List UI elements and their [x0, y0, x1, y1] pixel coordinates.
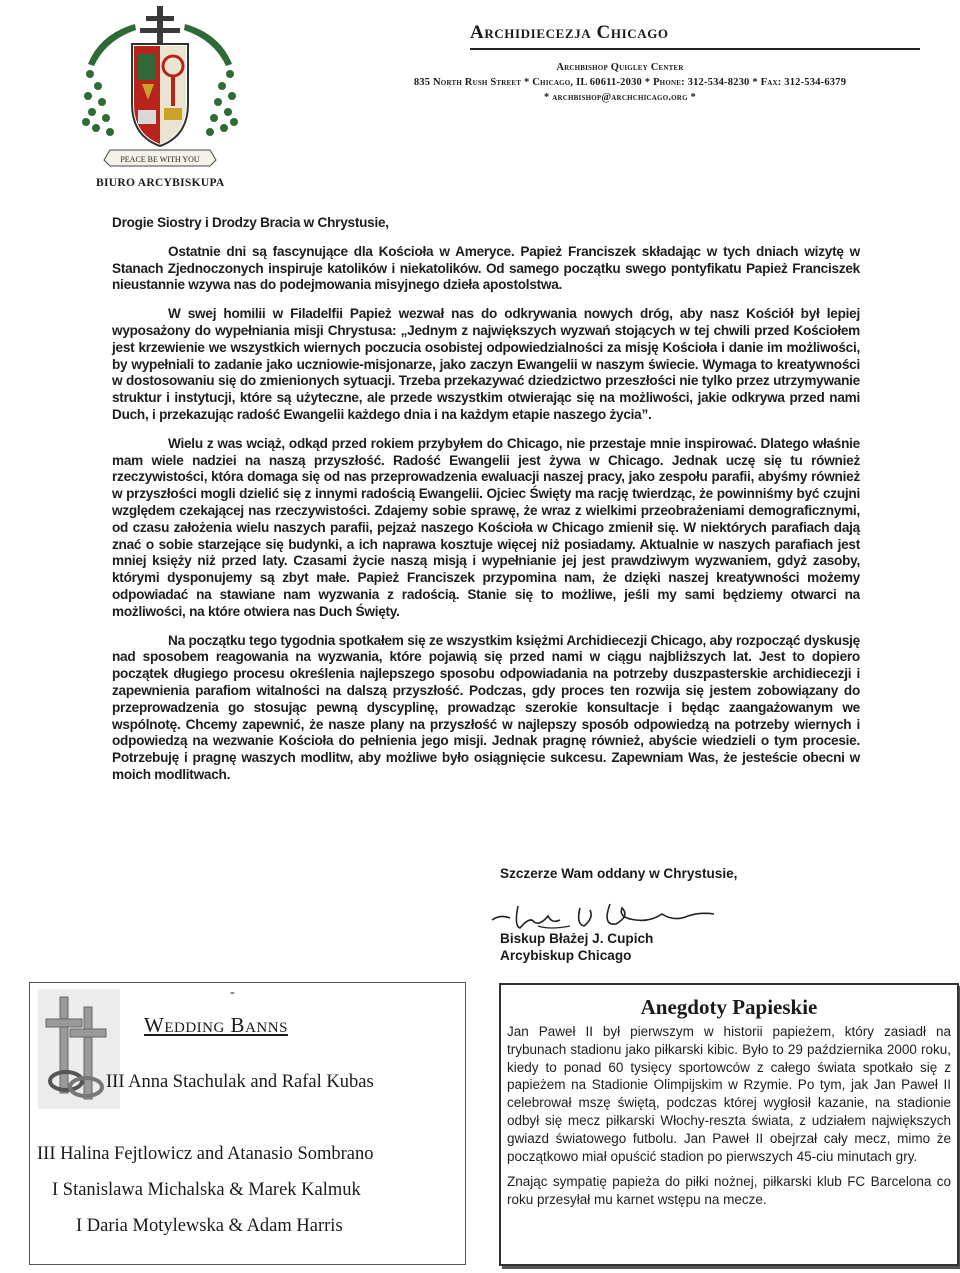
anecdote-paragraph: Jan Paweł II był pierwszym w historii papieżem, który zasiadł na trybunach stadionu jako piłkarski kibic. Było to 29 października 2000 roku, kiedy to ponad 60 tysięcy sportowców z całego świata spotkało się z papieżem na Stadionie Olimpijskim w Rzymie. Po tym, jak Jan Paweł II celebrował mszę świętą, podczas której wygłosił kazanie, na stadionie odbył się mecz piłkarski Włochy-reszta świata, z udziałem największych gwiazd światowego futbolu. Jan Paweł II obejrzał cały mecz, mimo że początkowo miał opuścić stadion po pierwszych 45-ciu minutach gry.	[507, 1024, 951, 1164]
wedding-banns-box	[29, 982, 466, 1265]
handwritten-signature-icon	[490, 896, 720, 932]
letter-paragraph: Wielu z was wciąż, odkąd przed rokiem przybyłem do Chicago, nie przestaje mnie inspirować. Dlatego właśnie mam wiele nadziei na naszą przyszłość. Radość Ewangelii jest żywa w Chicago. Jednak uczę się tu również rzeczywistości, która domaga się od nas przeprowadzenia ewaluacji naszej pracy, jako zespołu parafii, abyśmy również w przyszłości mogli dzielić się z innymi radością Ewangelii. Ojciec Święty ma rację twierdząc, że powinniśmy być czujni względem czekającej nas rzeczywistości. Zdajemy sobie sprawę, że wraz z wielkimi przeobrażeniami demograficznymi, od czasu założenia wielu naszych parafii, pejzaż naszego Kościoła w Chicago zmienił się. W niektórych parafiach dają znać o sobie starzejące się budynki, a ich naprawa kosztuje więcej niż posiadamy. Aktualnie w naszych parafiach jest mniej księży niż przed laty. Czasami życie naszą misją i wypełnianie jej jest prawdziwym wyzwaniem, gdyż zasoby, którymi dysponujemy są zbyt małe. Papież Franciszek przypomina nam, że dzięki naszej kreatywności możemy odpowiadać na stawiane nam wyzwania z radością. Stanie się to możliwe, jeśli my sami będziemy otwarci na możliwości, na które otwiera nas Duch Święty.	[112, 435, 860, 619]
letter-paragraph: W swej homilii w Filadelfii Papież wezwał nas do odkrywania nowych dróg, aby nasz Kościół był lepiej wyposażony do wypełniania misji Chrystusa: „Jednym z największych wyzwań stojących w tej chwili przed Kościołem jest krzewienie we wszystkich wiernych poczucia osobistej odpowiedzialności za misję Kościoła i danie im możliwości, by wypełniali to zadanie jako uczniowie-misjonarze, jako zaczyn Ewangelii w naszym świecie. Wymaga to kreatywności w dostosowaniu się do zmienionych sytuacji. Trzeba przekazywać dziedzictwo przeszłości nie tylko przez utrzymywanie struktur i instytucji, które są użyteczne, ale przede wszystkim otwierając się na możliwości, jakie odkrywa przed nami Duch, i przekazując radość Ewangelii każdego dnia i na każdym etapie naszego życia”.	[112, 306, 860, 422]
anecdote-paragraph: Znając sympatię papieża do piłki nożnej, piłkarski klub FC Barcelona co roku przesyłał mu karnet wstępu na mecze.	[507, 1174, 951, 1208]
crest-motto: PEACE BE WITH YOU	[120, 155, 200, 164]
banns-couple: III Anna Stachulak and Rafal Kubas	[106, 1072, 374, 1092]
signer-title: Arcybiskup Chicago	[500, 948, 632, 963]
signer-name: Biskup Błażej J. Cupich	[500, 931, 654, 946]
organization-name: Archidiecezja Chicago	[470, 22, 669, 43]
letter-body	[112, 215, 860, 796]
banns-title: Wedding Banns	[144, 1013, 288, 1037]
office-label: BIURO ARCYBISKUPA	[96, 177, 225, 189]
right-tassels-icon	[184, 24, 238, 136]
letterhead-rule	[470, 48, 920, 50]
left-tassels-icon	[82, 24, 136, 136]
letter-paragraph: Ostatnie dni są fascynujące dla Kościoła w Ameryce. Papież Franciszek składając w tych dniach wizytę w Stanach Zjednoczonych inspiruje katolików i niekatolików. Od samego początku swego pontyfikatu Papież Franciszek nieustannie wzywa nas do podejmowania misyjnego dzieła apostolstwa.	[112, 243, 860, 293]
archdiocese-coat-of-arms	[80, 4, 240, 179]
motto-scroll	[104, 150, 216, 166]
shield-icon	[132, 44, 188, 146]
letter-closing: Szczerze Wam oddany w Chrystusie,	[500, 866, 738, 881]
center-name: Archbishop Quigley Center	[556, 62, 684, 73]
papal-anecdotes-box	[499, 983, 959, 1266]
anecdotes-title: Anegdoty Papieskie	[640, 995, 818, 1019]
letter-salutation: Drogie Siostry i Drodzy Bracia w Chrystusie,	[112, 215, 389, 230]
banns-couple: I Daria Motylewska & Adam Harris	[76, 1216, 343, 1236]
letter-paragraph: Na początku tego tygodnia spotkałem się ze wszystkim księżmi Archidiecezji Chicago, aby rozpocząć dyskusję nad sposobem reagowania na wyzwania, które pojawią się przed nami w ciągu najbliższych lat. Jest to dopiero początek długiego procesu określenia najlepszego sposobu odpowiadania na potrzeby duszpasterskie archidiecezji i zapewnienia parafiom witalności na dalszą przyszłość. Podczas, gdy proces ten rozwija się jestem zobowiązany do przeprowadzenia go stosując pewną dyscyplinę, prowadząc szerokie konsultacje i będąc zaangażowanym we wspólnotę. Chcemy zapewnić, że nasze plany na przyszłość w najlepszy sposób odpowiedzą na potrzeby wiernych i odpowiedzą na wezwanie Kościoła do pełnienia jego misji. Jednak pragnę również, abyście wiedzieli o tym procesie. Potrzebuję i pragnę waszych modlitw, aby możliwe było osiągnięcie sukcesu. Zapewniam Was, że jesteście obecni w moich modlitwach.	[112, 632, 860, 782]
banns-couple: III Halina Fejtlowicz and Atanasio Sombrano	[37, 1144, 374, 1164]
email-address[interactable]: * archbishop@archchicago.org *	[544, 92, 696, 103]
signer-block	[500, 930, 653, 964]
address-phone-fax: 835 North Rush Street * Chicago, IL 60611-2030 * Phone: 312-534-8230 * Fax: 312-534-6379	[413, 77, 847, 88]
banns-dash: -	[230, 985, 235, 1000]
banns-couple: I Stanislawa Michalska & Marek Kalmuk	[52, 1180, 361, 1200]
